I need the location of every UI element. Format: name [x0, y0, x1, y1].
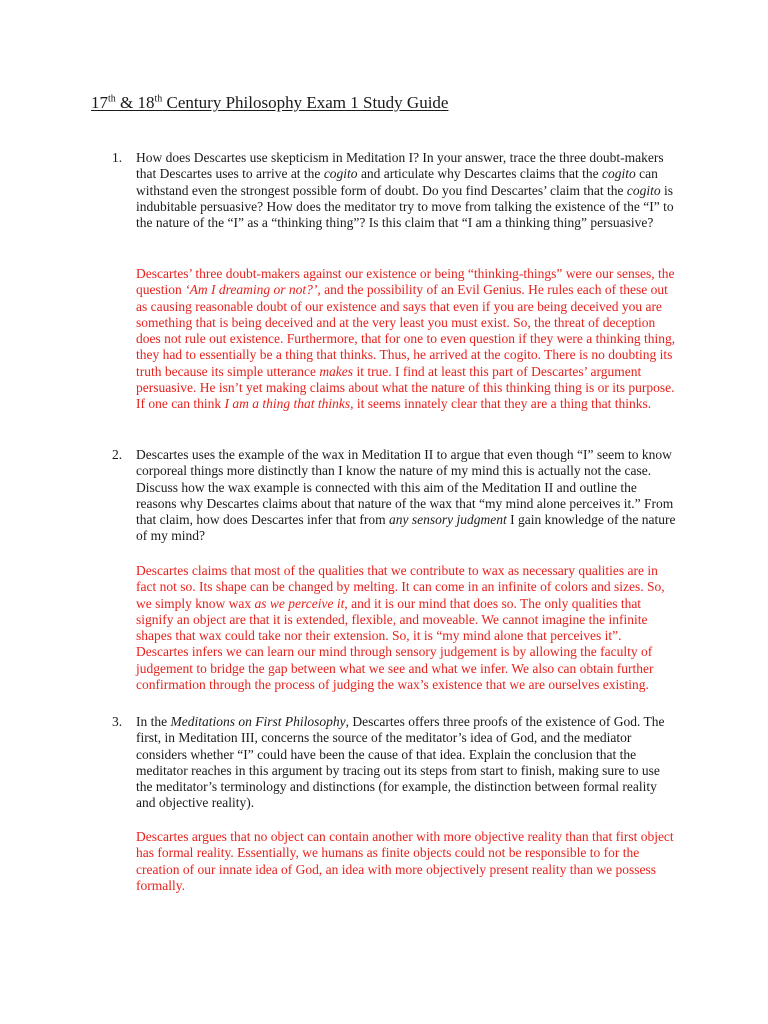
question-2-text: Descartes uses the example of the wax in Meditation II to argue that even though “I” seem to know corporeal things more distinctly than I know the nature of my mind this is actually not the case. Discuss how the wax example is connected with this aim of the Meditation II and outline the reasons why Descartes claims about that nature of the wax that “my mind alone perceives it.” From that claim, how does Descartes infer that from any sensory judgment I gain knowledge of the nature of my mind? — [136, 447, 676, 544]
title-part: 17 — [91, 93, 108, 112]
question-1-text: How does Descartes use skepticism in Meditation I? In your answer, trace the three doubt-makers that Descartes uses to arrive at the cogito and articulate why Descartes claims that the cogito can withstand even the strongest possible form of doubt. Do you find Descartes’ claim that the cogito is indubitable persuasive? How does the meditator try to move from talking the existence of the “I” to the nature of the “I” as a “thinking thing”? Is this claim that “I am a thinking thing” persuasive? — [136, 150, 674, 231]
answer-3-text: Descartes argues that no object can contain another with more objective reality than that first object has formal reality. Essentially, we humans as finite objects could not be responsible to for the creation of our innate idea of God, an idea with more objectively present reality than we possess formally. — [136, 829, 674, 893]
title-superscript: th — [154, 93, 163, 105]
question-3-number: 3. — [112, 714, 123, 729]
question-2-number: 2. — [112, 447, 123, 462]
title-superscript: th — [108, 93, 116, 105]
title-part: & 18 — [115, 93, 155, 112]
page-title — [91, 92, 448, 114]
question-3-text: In the Meditations on First Philosophy, Descartes offers three proofs of the existence of God. The first, in Meditation III, concerns the source of the meditator’s idea of God, and the mediator considers whether “I” could have been the cause of that idea. Explain the conclusion that the meditator reaches in this argument by tracing out its steps from start to finish, making sure to use the meditator’s terminology and distinctions (for example, the distinction between formal reality and objective reality). — [136, 714, 665, 811]
answer-1-text: Descartes’ three doubt-makers against our existence or being “thinking-things” were our senses, the question ‘Am I dreaming or not?’, and the possibility of an Evil Genius. He rules each of these out as causing reasonable doubt of our existence and says that even if you are being deceived you are something that is being deceived and at the very least you must exist. So, the threat of deception does not rule out existence. Furthermore, that for one to even question if they were a thinking thing, they had to essentially be a thing that thinks. Thus, he arrived at the cogito. There is no doubting its truth because its simple utterance makes it true. I find at least this part of Descartes’ argument persuasive. He isn’t yet making claims about what the nature of this thinking thing is or its purpose. If one can think I am a thing that thinks, it seems innately clear that they are a thing that thinks. — [136, 266, 676, 412]
question-1-number: 1. — [112, 150, 123, 165]
answer-2-text: Descartes claims that most of the qualities that we contribute to wax as necessary qualities are in fact not so. Its shape can be changed by melting. It can come in an infinite of colors and sizes. So, we simply know wax as we perceive it, and it is our mind that does so. The only qualities that signify an object are that it is extended, flexible, and moveable. We cannot imagine the infinite shapes that wax could take nor their extension. So, it is “my mind alone that perceives it”. Descartes infers we can learn our mind through sensory judgement is by allowing the faculty of judgement to bridge the gap between what we see and what we infer. We also can obtain further confirmation through the process of judging the wax’s existence that we are ourselves existing. — [136, 563, 665, 693]
title-part: Century Philosophy Exam 1 Study Guide — [162, 93, 449, 112]
